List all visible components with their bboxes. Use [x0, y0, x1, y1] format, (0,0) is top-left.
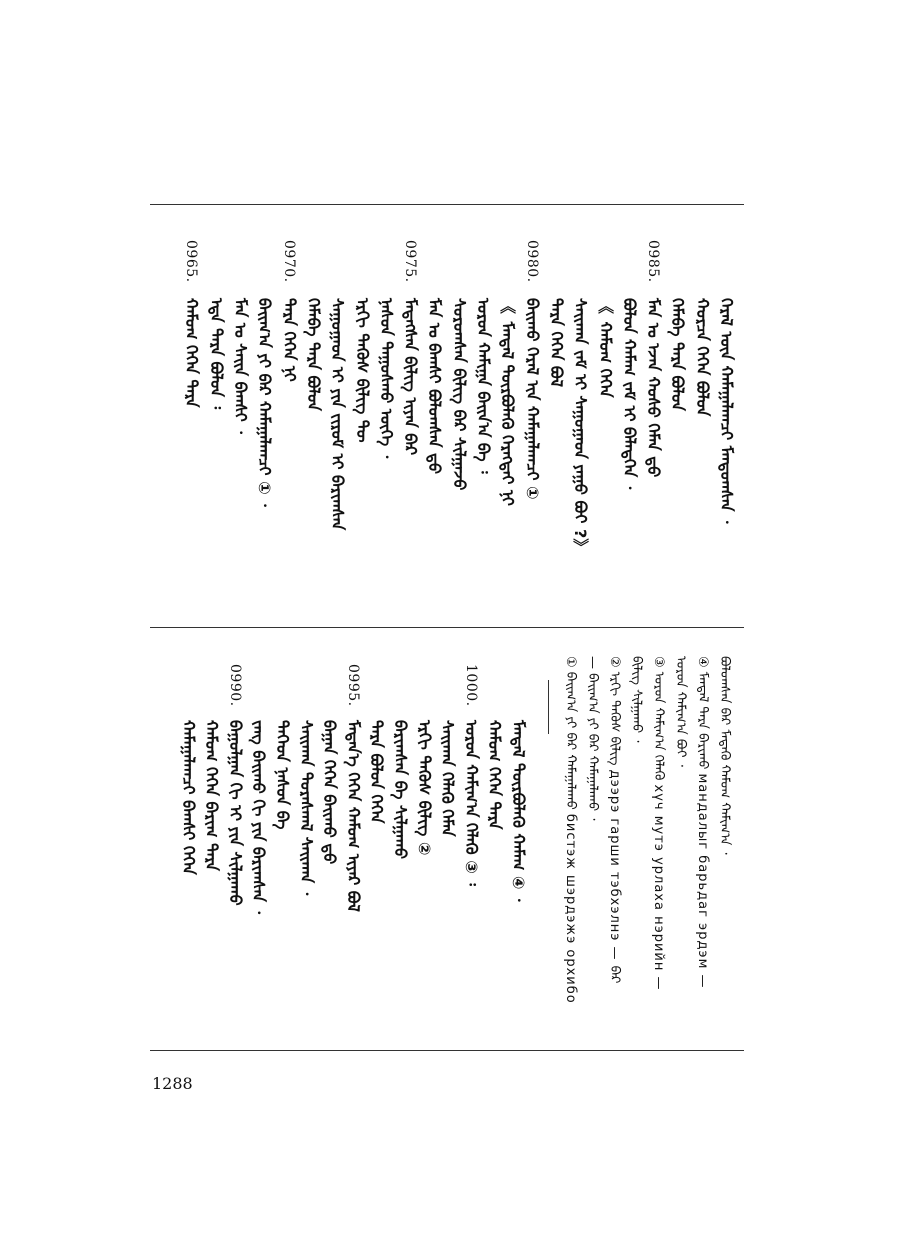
verse-line-text: ᠪᠠᠭᠠᠨ ᠭᠡᠭᠡᠨ ᠪᠠᠢᠬᠤ ᠳ᠋ᠤ: [320, 720, 340, 865]
verse-line: [463, 720, 479, 1020]
verse-line: [498, 298, 518, 618]
line-number-text: 0980.: [523, 240, 540, 283]
footnote-line-text: ③ ᠣᠷᠤᠨ ᠬᠠᠮᠢᠭ᠎ᠠ ᠬᠡᠯᠡᠬᠦ хүч мутэ урлаха нэрийн —: [651, 656, 666, 991]
verse-line-text: ᠮᠠᠨ ᠤ ᠪᠠᠭᠰᠢ ᠪᠤᠯᠤᠭᠰᠠᠨ ᠳ᠋ᠤ: [425, 298, 445, 474]
footnote-line: [584, 656, 600, 1036]
verse-line-text: ᠡᠷᠬᠢ ᠲᠡᠭᠦᠰ ᠪᠢᠯᠢᠭ ᠲᠦ: [352, 298, 372, 443]
verse-line-text: ᠰᠠᠢᠬᠠᠨ ᠬᠡᠯᠡᠬᠦ ᠬᠡᠮᠡᠨ: [438, 720, 458, 837]
verse-line: [571, 298, 591, 618]
verse-line-text: ᠪᠠᠢᠬᠤ ᠭᠡᠷᠡᠯ ᠢᠨ ᠬᠠᠮᠠᠭᠠᠯᠠᠭᠴᠢ ①: [522, 298, 542, 500]
verse-line-text: ᠡᠳᠡ ᠲᠡᠷᠡ ᠪᠤᠯᠤᠨ ᠄: [206, 298, 226, 410]
verse-line-text: ᠰᠠᠢᠬᠠᠨ ᠳᠤᠷᠠᠰᠬᠠᠯ ᠰᠠᠢᠬᠠᠨ ᠂: [296, 720, 316, 896]
verse-line: [485, 720, 505, 1020]
verse-line: [345, 720, 361, 1020]
verse-line-text: ᠲᠡᠷᠡ ᠭᠡᠭᠡᠨ ᠪᠤᠯ: [546, 298, 566, 387]
footnote-separator: [548, 680, 549, 734]
verse-line: [232, 298, 248, 618]
verse-line: [644, 298, 664, 618]
line-number: [281, 240, 297, 292]
verse-line: [182, 298, 202, 618]
verse-line-text: ᠬᠡᠮᠡᠪᠡ ᠲᠡᠷᠡ ᠪᠤᠯᠤᠨ: [303, 298, 323, 411]
verse-line: [451, 298, 467, 618]
footnote-line: [650, 656, 666, 1036]
verse-line-text: ᠪᠠᠭᠤᠯᠭᠠᠨ ᠬᠢ ᠢ ᠶᠢᠨ ᠰᠢᠯᠭᠠᠬᠤ: [225, 720, 245, 906]
verse-line: [475, 298, 491, 618]
verse-line-text: ᠵᠠᠩ ᠪᠠᠢᠬᠤ ᠬᠢ ᠶᠢᠨ ᠪᠠᠷᠢᠭᠰᠠᠨ ᠂: [249, 720, 269, 914]
footnote-line: [562, 656, 578, 1036]
verse-line-text: ᠰᠤᠷᠤᠭᠰᠠᠨ ᠪᠢᠯᠢᠭ ᠪᠠᠷ ᠰᠢᠯᠭᠠᠵᠤ: [449, 298, 469, 491]
bottom-rule: [150, 1050, 744, 1051]
line-number-text: 0965.: [183, 240, 200, 283]
line-number: [183, 240, 199, 292]
verse-line: [274, 720, 290, 1020]
footnote-line-text: ② ᠡᠷᠬᠢ ᠲᠡᠭᠦᠰ ᠪᠢᠯᠢᠭ дээрэ гарши тэбхэлнэ — ᠪᠠᠷ: [607, 656, 622, 984]
verse-line: [621, 298, 637, 618]
line-number: [524, 240, 540, 292]
line-number-text: 0985.: [645, 240, 662, 283]
footnote-line-text: ④ ᠮᠠᠨᠳᠠᠯ ᠲᠡᠷᠡ ᠪᠠᠷᠢᠬᠤ мандалыг барьдаг эрдэм —: [695, 656, 710, 989]
verse-line-text: ᠬᠠᠮᠤᠭ ᠭᠡᠭᠡᠨ ᠲᠡᠷᠡ: [182, 298, 202, 408]
footnote-line-text: ᠣᠷᠤᠨ ᠬᠠᠮᠢᠭ᠎ᠠ ᠪᠤᠢ ᠂: [673, 656, 688, 767]
verse-line-text: ᠮᠠᠨ ᠤ ᠡᠵᠡᠨ ᠬᠤᠰᠤ ᠬᠡᠮᠡᠨ ᠳ᠋ᠤ: [644, 298, 664, 478]
verse-line-text: ᠣᠷᠤᠨ ᠬᠠᠮᠢᠭ᠎ᠠ ᠬᠡᠯᠡᠬᠦ ③ ᠄: [461, 720, 481, 886]
verse-line: [281, 298, 297, 618]
verse-line: [255, 298, 275, 618]
verse-line: [524, 298, 540, 618]
line-number-text: 0970.: [280, 240, 297, 283]
verse-line-text: ᠰᠠᠭᠤᠭᠠᠳ ᠢ ᠶᠢᠨ ᠵᠢᠷᠦᠮ ᠢ ᠪᠠᠷᠢᠭᠰᠠᠨ: [328, 298, 348, 531]
verse-line: [718, 298, 734, 618]
line-number-text: 0975.: [402, 240, 419, 283]
verse-line-text: ᠨᠠᠰᠤᠨ ᠳᠠᠭᠤᠰᠬᠤ ᠦᠭᠡ ᠂: [376, 298, 396, 459]
footnote-line-text: — ᠪᠠᠢ᠌ᠭ᠎ᠠ ᠶᠢ ᠪᠠᠷ ᠬᠠᠮᠠᠭᠠᠯᠠᠬᠤ ᠂: [585, 656, 600, 821]
verse-line: [548, 298, 564, 618]
verse-line: [367, 720, 387, 1020]
footnote-line: [628, 656, 644, 1036]
verse-line-text: ᠬᠠᠮᠤᠭ ᠭᠡᠭᠡᠨ ᠪᠠᠷᠢᠭ ᠲᠡᠷᠡ: [202, 720, 222, 871]
verse-line: [425, 298, 445, 618]
verse-line-text: ᠮᠠᠨ ᠤ ᠰᠠᠢᠨ ᠪᠠᠭᠰᠢ ᠂: [231, 298, 250, 434]
verse-line-text: ᠡᠷᠬᠢ ᠲᠡᠭᠦᠰ ᠪᠢᠯᠢᠭ ②: [414, 720, 434, 856]
line-number: [402, 240, 418, 292]
verse-line-text: ᠮᠠᠨᠳᠠᠯ ᠲᠦᠷᠪᠦᠯᠡᠬᠦ ᠬᠠᠮᠠᠭ ④ ᠂: [509, 720, 528, 902]
verse-line: [298, 720, 314, 1020]
line-number-text: 0990.: [226, 664, 243, 707]
verse-line: [354, 298, 370, 618]
verse-line: [597, 298, 613, 618]
verse-line: [668, 298, 688, 618]
line-number: [345, 664, 361, 716]
line-number: [463, 664, 479, 716]
verse-line-text: ᠲᠡᠭᠡᠳ ᠨᠠᠰᠤᠨ ᠪᠠ: [273, 720, 292, 830]
verse-line-text: ᠣᠷᠤᠨ ᠬᠠᠮᠢᠭᠠ ᠪᠠᠢᠨ᠎ᠠ ᠪᠡ ᠄: [474, 298, 493, 474]
footnote-line: [606, 656, 622, 1036]
verse-line: [202, 720, 222, 1020]
verse-line-text: ᠮᠡᠳᠡᠭᠰᠡᠨ ᠪᠢᠯᠢᠭ ᠢᠶᠡᠨ ᠪᠠᠷ: [401, 298, 421, 456]
line-number-text: 1000.: [462, 664, 479, 707]
page-number: 1288: [152, 1074, 193, 1093]
footnote-line: [672, 656, 688, 1036]
line-number-text: 0995.: [344, 664, 361, 707]
verse-line: [510, 720, 526, 1020]
verse-line: [227, 720, 243, 1020]
verse-line: [305, 298, 321, 618]
line-number: [645, 240, 661, 292]
verse-line-text: ᠮᠡᠳᠡᠨ᠎ᠡ ᠭᠡᠭᠡᠨ ᠬᠠᠮᠤᠭ ᠢᠶᠠᠷ ᠪᠤᠯ: [343, 720, 363, 912]
middle-rule: [150, 627, 744, 628]
line-number: [227, 664, 243, 716]
footnote-line-text: ① ᠪᠠᠢ᠌ᠭ᠎ᠠ ᠶᠢ ᠪᠠᠷ ᠬᠠᠮᠠᠭᠠᠯᠠᠬᠤ бистэж шэрдэжэ орхибо: [563, 656, 578, 1004]
verse-line-text: ᠬᠡᠮᠡᠪᠡ ᠲᠡᠷᠡ ᠪᠤᠯᠤᠨ: [668, 298, 688, 411]
verse-line: [378, 298, 394, 618]
footnote-line-text: ᠪᠢᠯᠢᠭ ᠰᠢᠯᠭᠠᠬᠤ ᠂: [629, 656, 644, 743]
verse-line: [392, 720, 408, 1020]
top-rule: [150, 204, 744, 205]
footnote-line: [716, 656, 732, 1036]
verse-line-text: ᠬᠠᠮᠠᠭᠠᠯᠠᠭᠴᠢ ᠪᠠᠭᠰᠢ ᠭᠡᠭᠡᠨ: [178, 720, 198, 875]
verse-line: [416, 720, 432, 1020]
verse-line-text: ᠰᠠᠢᠬᠠᠨ ᠵᠠᠮ ᠢ ᠰᠠᠭᠤᠭᠠᠳ ᠶᠠᠭᠤ ᠪᠤᠢ ?》: [571, 298, 591, 556]
verse-line: [328, 298, 348, 618]
verse-line: [694, 298, 710, 618]
verse-line: [249, 720, 269, 1020]
verse-line: [208, 298, 224, 618]
verse-line-text: ᠲᠡᠷᠡ ᠭᠡᠭᠡᠨ ᠨᠢ: [279, 298, 299, 382]
verse-line-text: ᠬᠠᠮᠤᠭ ᠭᠡᠭᠡᠨ ᠲᠡᠷᠡ: [485, 720, 505, 830]
footnote-line: [694, 656, 710, 1036]
verse-line: [180, 720, 196, 1020]
verse-line: [401, 298, 421, 618]
verse-line-text: ᠬᠤᠷᠴᠠ ᠭᠡᠭᠡᠨ ᠪᠤᠯᠤᠨ: [692, 298, 712, 417]
verse-line-text: ᠲᠡᠷᠡ ᠪᠤᠯᠤᠨ ᠭᠡᠭᠡᠨ: [367, 720, 387, 824]
verse-line-text: ᠪᠠᠷᠢᠭᠰᠠᠨ ᠪᠠ ᠰᠢᠯᠭᠠᠬᠤ: [391, 720, 410, 860]
verse-line: [438, 720, 458, 1020]
verse-line: [320, 720, 340, 1020]
footnote-line-text: ᠪᠣᠯᠣᠭᠰᠠᠨ ᠪᠠᠷ ᠮᠡᠳᠡᠬᠦ ᠬᠠᠮᠤᠭ ᠬᠠᠮᠢᠭ᠎ᠠ ᠂: [717, 656, 732, 855]
verse-line-text: ᠭᠡᠷᠡᠯ ᠦᠨ ᠬᠠᠮᠠᠭᠠᠯᠠᠭᠴᠢ ᠮᠠᠨᠳᠤᠭᠰᠠᠨ ᠂: [717, 298, 736, 524]
verse-line-text: 《 ᠮᠠᠨᠳᠠᠯ ᠲᠦᠷᠪᠦᠯᠡᠬᠦ ᠬᠡᠷᠡᠭᠲᠡᠢ ᠨᠢ: [498, 298, 518, 506]
verse-line-text: 《 ᠬᠠᠮᠤᠭ ᠭᠡᠭᠡᠨ: [595, 298, 615, 398]
verse-line-text: ᠪᠠᠢ᠌ᠭ᠎ᠠ ᠶᠢ ᠪᠠᠷ ᠬᠠᠮᠠᠭᠠᠯᠠᠭᠴᠢ ① ᠂: [255, 298, 275, 507]
verse-line-text: ᠪᠣᠯᠣᠨ ᠬᠠᠮᠠᠭ ᠵᠠᠮ ᠢ ᠪᠡᠯᠡᠳ᠋ᠬᠡᠨ ᠂: [619, 298, 639, 490]
